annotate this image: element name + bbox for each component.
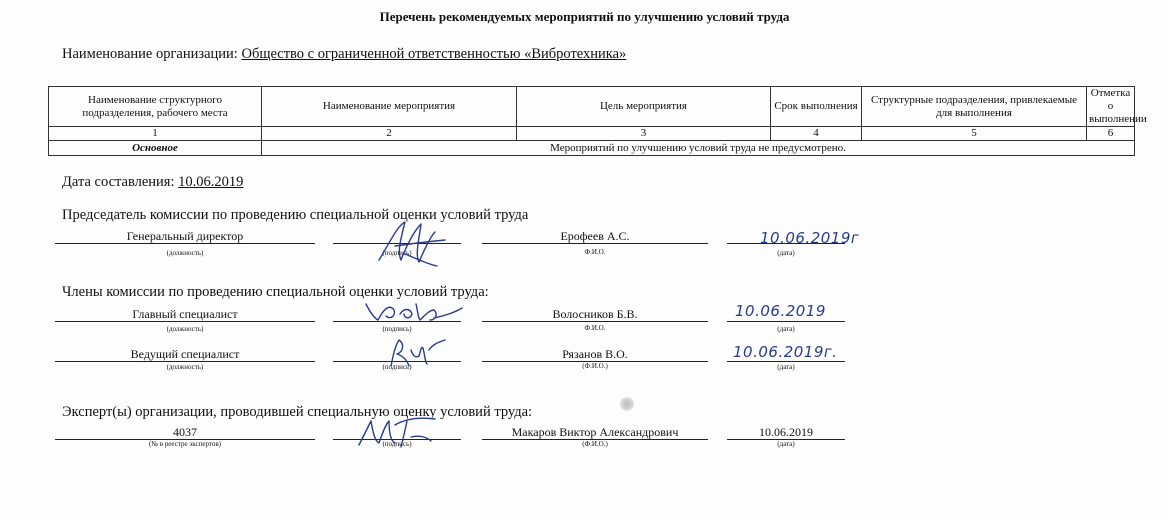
row-text: Мероприятий по улучшению условий труда не предусмотрено. xyxy=(262,141,1135,156)
document-title: Перечень рекомендуемых мероприятий по улучшению условий труда xyxy=(379,9,790,24)
compilation-date-line xyxy=(62,174,249,191)
row-unit: Основное xyxy=(49,141,262,156)
stamp-mark-icon xyxy=(619,397,635,411)
member-name: Рязанов В.О. xyxy=(482,347,708,362)
position-caption: (должность) xyxy=(166,363,204,371)
member-handwritten-date: 10.06.2019 xyxy=(735,302,826,320)
measures-table xyxy=(48,86,1147,156)
header-goal: Цель мероприятия xyxy=(517,87,771,127)
organization-name: Общество с ограниченной ответственностью «Вибротехника» xyxy=(241,46,627,62)
column-number: 6 xyxy=(1087,127,1135,141)
column-number: 3 xyxy=(517,127,771,141)
table-row xyxy=(49,141,1135,156)
date-caption: (дата) xyxy=(777,325,795,333)
column-number: 1 xyxy=(49,127,262,141)
signature-caption: (подпись) xyxy=(382,325,412,333)
organization-label: Наименование организации: xyxy=(62,46,238,62)
fio-caption: (Ф.И.О.) xyxy=(582,440,608,448)
chair-signature-icon xyxy=(375,214,453,270)
chair-name: Ерофеев А.С. xyxy=(482,229,708,244)
signature-caption: (подпись) xyxy=(382,363,412,371)
fio-caption: Ф.И.О. xyxy=(584,248,606,256)
header-deadline: Срок выполнения xyxy=(771,87,862,127)
fio-caption: (Ф.И.О.) xyxy=(582,362,608,370)
chair-position: Генеральный директор xyxy=(55,229,315,244)
header-completion: Отметка о выполнении xyxy=(1087,87,1135,127)
date-caption: (дата) xyxy=(777,440,795,448)
expert-registry-number: 4037 xyxy=(55,425,315,440)
date-caption: (дата) xyxy=(777,249,795,257)
registry-caption: (№ в реестре экспертов) xyxy=(148,440,221,448)
column-number: 5 xyxy=(862,127,1087,141)
member-handwritten-date: 10.06.2019г. xyxy=(733,343,838,361)
column-number: 2 xyxy=(262,127,517,141)
chair-heading: Председатель комиссии по проведению специальной оценки условий труда xyxy=(62,207,529,223)
position-caption: (должность) xyxy=(166,325,204,333)
member-position: Главный специалист xyxy=(55,307,315,322)
date-label: Дата составления: xyxy=(62,174,175,190)
expert-date: 10.06.2019 xyxy=(727,425,845,440)
member-signature-icon xyxy=(360,296,465,330)
members-heading: Члены комиссии по проведению специальной оценки условий труда: xyxy=(62,284,489,300)
signature-caption: (подпись) xyxy=(382,440,412,448)
member-signature-icon xyxy=(385,336,449,370)
fio-caption: Ф.И.О. xyxy=(584,324,606,332)
table-header-row xyxy=(49,87,1135,127)
member-name: Волосников Б.В. xyxy=(482,307,708,322)
expert-heading: Эксперт(ы) организации, проводившей специальную оценку условий труда: xyxy=(62,404,533,420)
header-departments: Структурные подразделения, привлекаемые для выполнения xyxy=(862,87,1087,127)
organization-line xyxy=(62,46,634,63)
member-position: Ведущий специалист xyxy=(55,347,315,362)
date-value: 10.06.2019 xyxy=(178,174,244,190)
expert-signature-icon xyxy=(355,411,443,451)
expert-name: Макаров Виктор Александрович xyxy=(482,425,708,440)
column-number: 4 xyxy=(771,127,862,141)
chair-handwritten-date: 10.06.2019г xyxy=(760,229,860,247)
signature-caption: (подпись) xyxy=(382,249,412,257)
header-unit: Наименование структурного подразделения, рабочего места xyxy=(49,87,262,127)
position-caption: (должность) xyxy=(166,249,204,257)
date-caption: (дата) xyxy=(777,363,795,371)
table-number-row xyxy=(49,127,1135,141)
header-measure: Наименование мероприятия xyxy=(262,87,517,127)
